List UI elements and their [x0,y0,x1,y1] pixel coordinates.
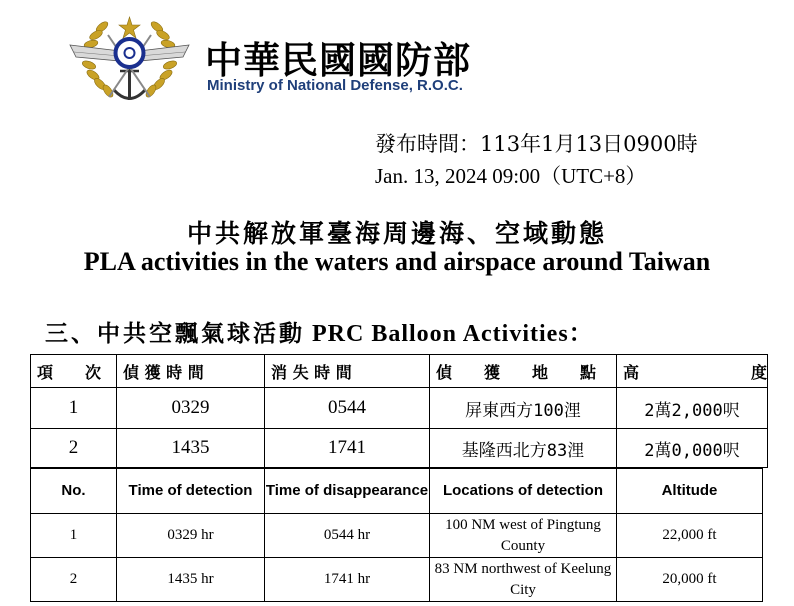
cell-no: 2 [31,429,117,468]
cell-altitude: 2萬0,000呎 [617,429,768,468]
table-row [31,388,768,429]
header-no-en: No. [31,469,117,514]
section-heading [45,313,594,348]
release-time-en: Jan. 13, 2024 09:00（UTC+8） [375,164,647,188]
cell-location: 100 NM west of Pingtung County [430,514,617,558]
table-header-row [31,355,768,388]
cell-detection-time: 0329 [117,388,265,429]
ministry-title-en: Ministry of National Defense, R.O.C. [207,77,463,94]
table-header-row [31,469,763,514]
cell-disappearance-time: 0544 [265,388,430,429]
section-heading-en: PRC Balloon Activities： [305,321,594,347]
balloon-table-en [30,468,763,602]
cell-detection-time: 0329 hr [117,514,265,558]
cell-disappearance-time: 1741 hr [265,558,430,602]
cell-altitude: 22,000 ft [617,514,763,558]
header-no-zh: 項 次 [31,355,117,388]
ministry-title-zh: 中華民國國防部 [205,39,471,82]
cell-location: 基隆西北方83浬 [430,429,617,468]
header-disappearance-time-zh: 消 失 時 間 [265,355,430,388]
page-heading-en: PLA activities in the waters and airspace around Taiwan [83,247,711,276]
ministry-emblem-icon [62,5,197,110]
release-time-zh: 發布時間：113年1月13日0900時 [375,132,698,156]
table-row [31,514,763,558]
header-detection-time-en: Time of detection [117,469,265,514]
section-heading-zh: 三、中共空飄氣球活動 [45,321,305,347]
cell-altitude: 20,000 ft [617,558,763,602]
cell-disappearance-time: 1741 [265,429,430,468]
cell-no: 2 [31,558,117,602]
header-location-zh: 偵 獲 地 點 [430,355,617,388]
page-heading-zh: 中共解放軍臺海周邊海、空域動態 [186,219,607,248]
cell-detection-time: 1435 hr [117,558,265,602]
cell-location: 屏東西方100浬 [430,388,617,429]
table-row [31,558,763,602]
cell-location: 83 NM northwest of Keelung City [430,558,617,602]
header-detection-time-zh: 偵 獲 時 間 [117,355,265,388]
balloon-table-zh [30,354,768,468]
header-location-en: Locations of detection [430,469,617,514]
cell-no: 1 [31,388,117,429]
cell-detection-time: 1435 [117,429,265,468]
table-row [31,429,768,468]
header-altitude-en: Altitude [617,469,763,514]
header-altitude-zh: 高 度 [617,355,768,388]
cell-disappearance-time: 0544 hr [265,514,430,558]
header-disappearance-time-en: Time of disappearance [265,469,430,514]
cell-no: 1 [31,514,117,558]
cell-altitude: 2萬2,000呎 [617,388,768,429]
